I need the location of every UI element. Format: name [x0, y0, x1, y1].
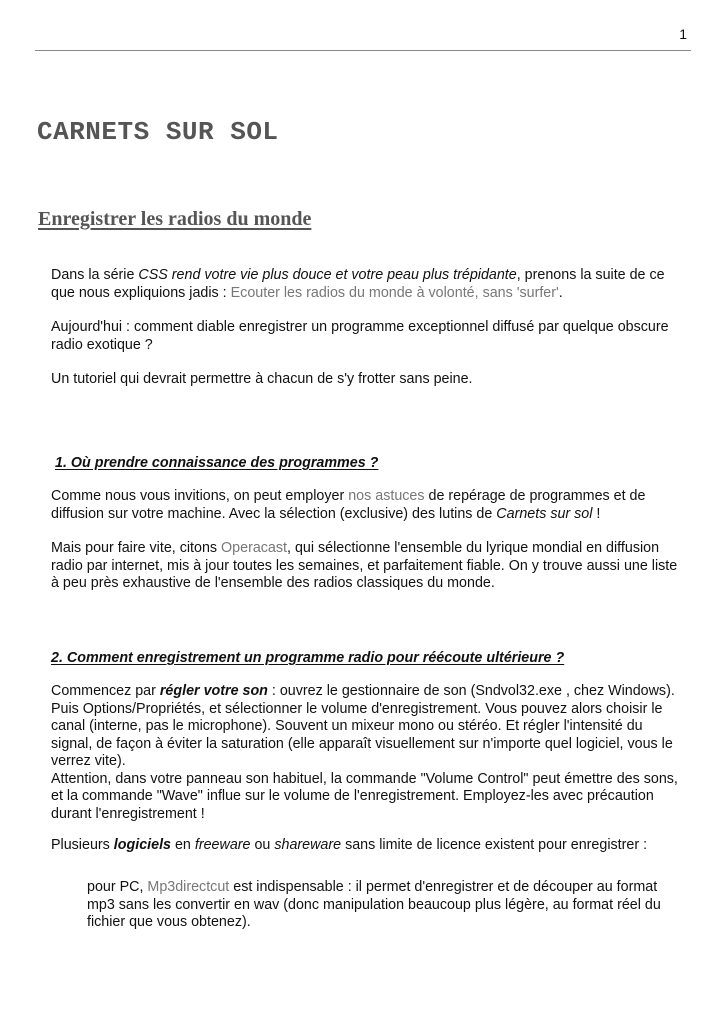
section-2-paragraph-2	[51, 837, 681, 855]
software-emphasis: logiciels	[113, 837, 171, 853]
previous-article-link[interactable]: Ecouter les radios du monde à volonté, sans 'surfer'	[230, 284, 559, 301]
intro-paragraph	[51, 267, 681, 302]
body-text: : ouvrez le gestionnaire de son (Sndvol32.exe , chez Windows). Puis Options/Propriétés, et sélectionner le volume d'enregistrement. Vous pouvez alors choisir le canal (interne, pas le microphone). Souvent un mixeur mono ou stéréo. Et régler l'intensité du signal, de façon à éviter la saturation (elle apparaît visuellement sur n'importe quel logiciel, vous le verrez vite).	[51, 683, 675, 769]
section-1-heading: 1. Où prendre connaissance des programmes ?	[55, 455, 379, 471]
tutorial-paragraph: Un tutoriel qui devrait permettre à chacun de s'y frotter sans peine.	[51, 371, 473, 387]
mp3directcut-link[interactable]: Mp3directcut	[147, 879, 230, 895]
intro-text: .	[558, 284, 563, 301]
header-divider	[35, 50, 691, 51]
site-title: CARNETS SUR SOL	[37, 117, 279, 147]
section-1-paragraph-1	[51, 488, 681, 523]
body-text: Mais pour faire vite, citons	[51, 540, 222, 556]
article-title: Enregistrer les radios du monde	[38, 208, 312, 230]
body-text: Commencez par	[51, 683, 160, 699]
section-2-heading: 2. Comment enregistrement un programme radio pour réécoute ultérieure ?	[51, 650, 565, 666]
operacast-link[interactable]: Operacast	[221, 540, 288, 556]
today-paragraph: Aujourd'hui : comment diable enregistrer un programme exceptionnel diffusé par quelque obscure radio exotique ?	[51, 319, 669, 353]
intro-text: , prenons la suite de ce que nous expliquions jadis :	[51, 267, 665, 301]
freeware-term: freeware	[194, 837, 251, 853]
blog-name: Carnets sur sol	[496, 505, 593, 522]
body-text: en	[171, 837, 195, 853]
sound-settings-emphasis: régler votre son	[159, 683, 268, 699]
tips-link[interactable]: nos astuces	[348, 488, 425, 504]
shareware-term: shareware	[274, 837, 342, 853]
series-title: CSS rend votre vie plus douce et votre peau plus trépidante	[138, 267, 517, 283]
body-text: Comme nous vous invitions, on peut employer	[51, 488, 349, 504]
body-text: est indispensable : il permet d'enregistrer et de découper au format mp3 sans les convertir en wav (donc manipulation beaucoup plus légère, au format réel du fichier que vous obtenez).	[87, 879, 661, 930]
intro-text: Dans la série	[51, 267, 139, 283]
section-2-paragraph-3	[87, 879, 687, 932]
body-text: Attention, dans votre panneau son habituel, la commande "Volume Control" peut émettre des sons, et la commande "Wave" influe sur le volume de l'enregistrement. Employez-les avec précaution durant l'enregistrement !	[51, 770, 678, 822]
body-text: ou	[250, 837, 275, 853]
body-text: pour PC,	[87, 879, 148, 895]
body-text: sans limite de licence existent pour enregistrer :	[341, 837, 648, 853]
page-number: 1	[679, 26, 687, 42]
body-text: Plusieurs	[51, 837, 114, 853]
body-text: de repérage de programmes et de diffusion sur votre machine. Avec la sélection (exclusive) des lutins de	[51, 488, 646, 522]
section-1-paragraph-2	[51, 540, 681, 593]
section-2-paragraph-1	[51, 683, 681, 823]
body-text: !	[592, 505, 601, 522]
body-text: , qui sélectionne l'ensemble du lyrique mondial en diffusion radio par internet, mis à jour toutes les semaines, et parfaitement fiable. On y trouve aussi une liste à peu près exhaustive de l'ensemble des radios classiques du monde.	[51, 540, 678, 591]
